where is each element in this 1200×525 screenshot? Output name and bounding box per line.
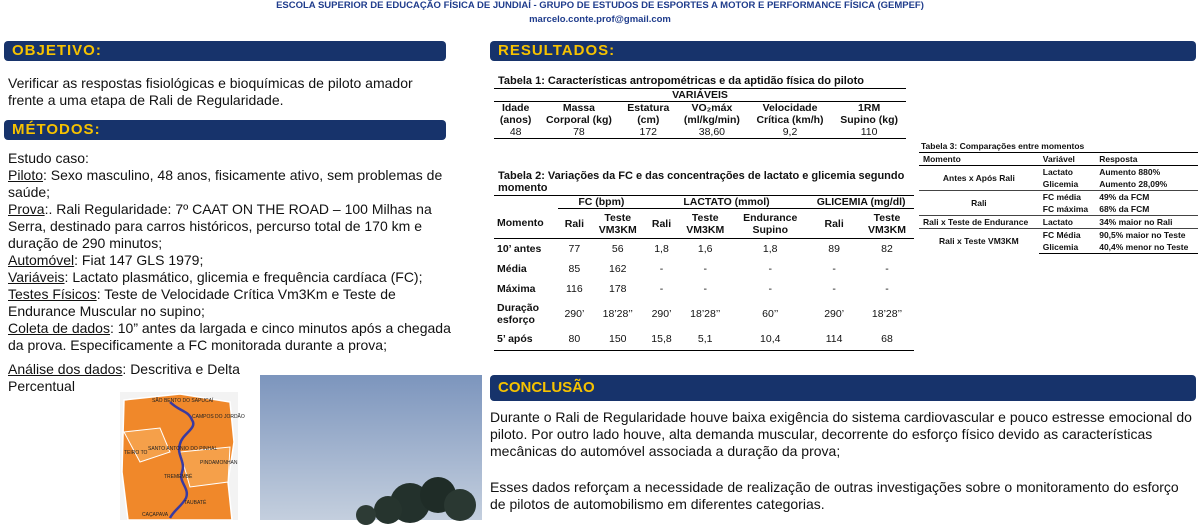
t1-header: VO₂máx	[691, 102, 733, 114]
tabela3: Momento Variável Resposta Antes x Após Rali Lactato Aumento 880% Glicemia Aumento 28,09% Rali FC média 49% da FCM FC máxima 68% da FCM Rali x Teste de Endurance Lactato 34% maior no Rali Rali x Teste VM3KM FC Média 90,5% maior no Teste Glicemia 40,4% menor no Teste	[919, 152, 1198, 254]
t1-header: 1RM	[858, 102, 881, 114]
table-row: Glicemia 40,4% menor no Teste	[919, 241, 1198, 254]
table-row: Duração esforço 290’ 18’28’’ 290’ 18’28’’ 60’’ 290’ 18’28’’	[497, 301, 903, 326]
table-row: Rali x Teste VM3KM FC Média 90,5% maior no Teste	[919, 229, 1198, 242]
resultados-heading: RESULTADOS:	[490, 41, 1196, 61]
map-label: SÃO BENTO DO SAPUCAÍ	[152, 398, 214, 404]
t1-header: Massa	[562, 102, 595, 114]
t1-value: 9,2	[782, 126, 798, 138]
map-label: TAUBATÉ	[184, 500, 207, 506]
item-coleta: Coleta de dados: 10” antes da largada e cinco minutos após a chegada da prova. Especificamente a FC monitorada durante a prova;	[8, 320, 451, 353]
map-label: SANTO ANTONIO DO PINHAL	[148, 446, 218, 452]
t1-value: 172	[639, 126, 658, 138]
table-row: FC máxima 68% da FCM	[1042, 204, 1150, 214]
map-label: TEIRO TO	[124, 450, 148, 456]
tabela2-caption: Tabela 2: Variações da FC e das concentrações de lactato e glicemia segundo momento	[498, 170, 905, 194]
conclusao-heading: CONCLUSÃO	[490, 375, 1196, 401]
table-row: Rali x Teste de Endurance Lactato 34% maior no Rali	[919, 216, 1198, 229]
t1-header: Velocidade	[762, 102, 818, 114]
item-automovel: Automóvel: Fiat 147 GLS 1979;	[8, 252, 204, 268]
institution-header: ESCOLA SUPERIOR DE EDUCAÇÃO FÍSICA DE JUNDIAÍ - GRUPO DE ESTUDOS DE ESPORTES A MOTOR E PERFORMANCE FÍSICA (GEMPEF)	[276, 0, 924, 11]
map-label: PINDAMONHAN	[200, 460, 238, 466]
tabela3-caption: Tabela 3: Comparações entre momentos	[921, 141, 1085, 151]
t1-header: Corporal (kg)	[545, 114, 612, 126]
tabela2	[494, 195, 914, 351]
table-row: 5’ após 80 150 15,8 5,1 10,4 114 68	[494, 329, 914, 351]
metodos-heading: MÉTODOS:	[4, 120, 446, 140]
t1-header: Crítica (km/h)	[756, 114, 824, 126]
t1-header: (anos)	[499, 114, 532, 126]
t2-subheader: Rali	[651, 217, 672, 230]
table-row: Antes x Após Rali Lactato Aumento 880%	[919, 166, 1198, 179]
t1-header: (ml/kg/min)	[683, 114, 740, 126]
t2-momento-header: Momento	[497, 217, 544, 230]
tabela1-group: VARIÁVEIS	[672, 89, 728, 101]
objetivo-text: Verificar as respostas fisiológicas e bioquímicas de piloto amador frente a uma etapa de Rali de Regularidade.	[8, 75, 413, 108]
item-variaveis: Variáveis: Lactato plasmático, glicemia e frequência cardíaca (FC);	[8, 269, 423, 285]
t2-group: GLICEMIA (mg/dl)	[808, 196, 914, 209]
email-link[interactable]: marcelo.conte.prof@gmail.com	[529, 14, 671, 25]
table-row: Média 85 162 - - - - -	[497, 262, 889, 275]
item-testes: Testes Físicos: Teste de Velocidade Crítica Vm3Km e Teste de Endurance Muscular no supino;	[8, 286, 396, 319]
t1-header: Estatura	[627, 102, 670, 114]
estudo-label: Estudo caso:	[8, 150, 89, 166]
table-row: Glicemia Aumento 28,09%	[1042, 179, 1168, 189]
landscape-photo-graphic	[260, 375, 482, 520]
route-map-graphic	[120, 392, 245, 520]
map-label: CAÇAPAVA	[142, 512, 169, 518]
t2-group: FC (bpm)	[558, 196, 645, 209]
item-prova: Prova:. Rali Regularidade: 7º CAAT ON THE ROAD – 100 Milhas na Serra, destinado para carros históricos, percurso total de 170 km e duração de 290 minutos;	[8, 201, 432, 251]
t2-subheader: Rali	[564, 217, 584, 230]
t1-header: Supino (kg)	[840, 114, 898, 126]
tabela1-caption: Tabela 1: Características antropométricas e da aptidão física do piloto	[498, 75, 864, 87]
t1-value: 78	[573, 126, 585, 138]
objetivo-heading: OBJETIVO:	[4, 41, 446, 61]
contact-email[interactable]	[0, 14, 1200, 25]
t1-header: (cm)	[637, 114, 660, 126]
t1-value: 38,60	[698, 126, 726, 138]
t1-value: 110	[860, 126, 878, 138]
t2-subheader: Endurance Supino	[743, 211, 798, 236]
table-row: Rali FC média 49% da FCM	[919, 191, 1198, 204]
t2-subheader: Rali	[824, 217, 844, 230]
t2-subheader: Teste VM3KM	[598, 211, 637, 236]
metodos-body	[8, 150, 463, 354]
t1-value: 48	[509, 126, 522, 138]
landscape-photo	[260, 375, 482, 520]
item-analise: Análise dos dados: Descritiva e Delta Percentual	[8, 361, 240, 394]
t2-subheader: Teste VM3KM	[868, 211, 906, 236]
route-map	[120, 392, 245, 520]
t1-header: Idade	[501, 102, 530, 114]
conclusao-p1: Durante o Rali de Regularidade houve baixa exigência do sistema cardiovascular e pouco estresse emocional do piloto. Por outro lado houve, alta demanda muscular, decorrente do esforço físico devido as características mecânicas do automóvel associada a duração da prova;	[490, 409, 1192, 459]
tabela1	[494, 88, 906, 139]
t2-group: LACTATO (mmol)	[645, 196, 808, 209]
item-piloto: Piloto: Sexo masculino, 48 anos, fisicamente ativo, sem problemas de saúde;	[8, 167, 443, 200]
t2-subheader: Teste VM3KM	[686, 211, 725, 236]
table-row: Máxima 116 178 - - - - -	[497, 282, 889, 295]
map-label: CAMPOS DO JORDÃO	[192, 414, 245, 420]
conclusao-p2: Esses dados reforçam a necessidade de realização de outras investigações sobre o monitoramento do esforço de pilotos de automobilismo em diferentes categorias.	[490, 479, 1179, 512]
map-label: TREMEMBÉ	[164, 474, 193, 480]
table-row: 10’ antes 77 56 1,8 1,6 1,8 89 82	[497, 242, 893, 255]
